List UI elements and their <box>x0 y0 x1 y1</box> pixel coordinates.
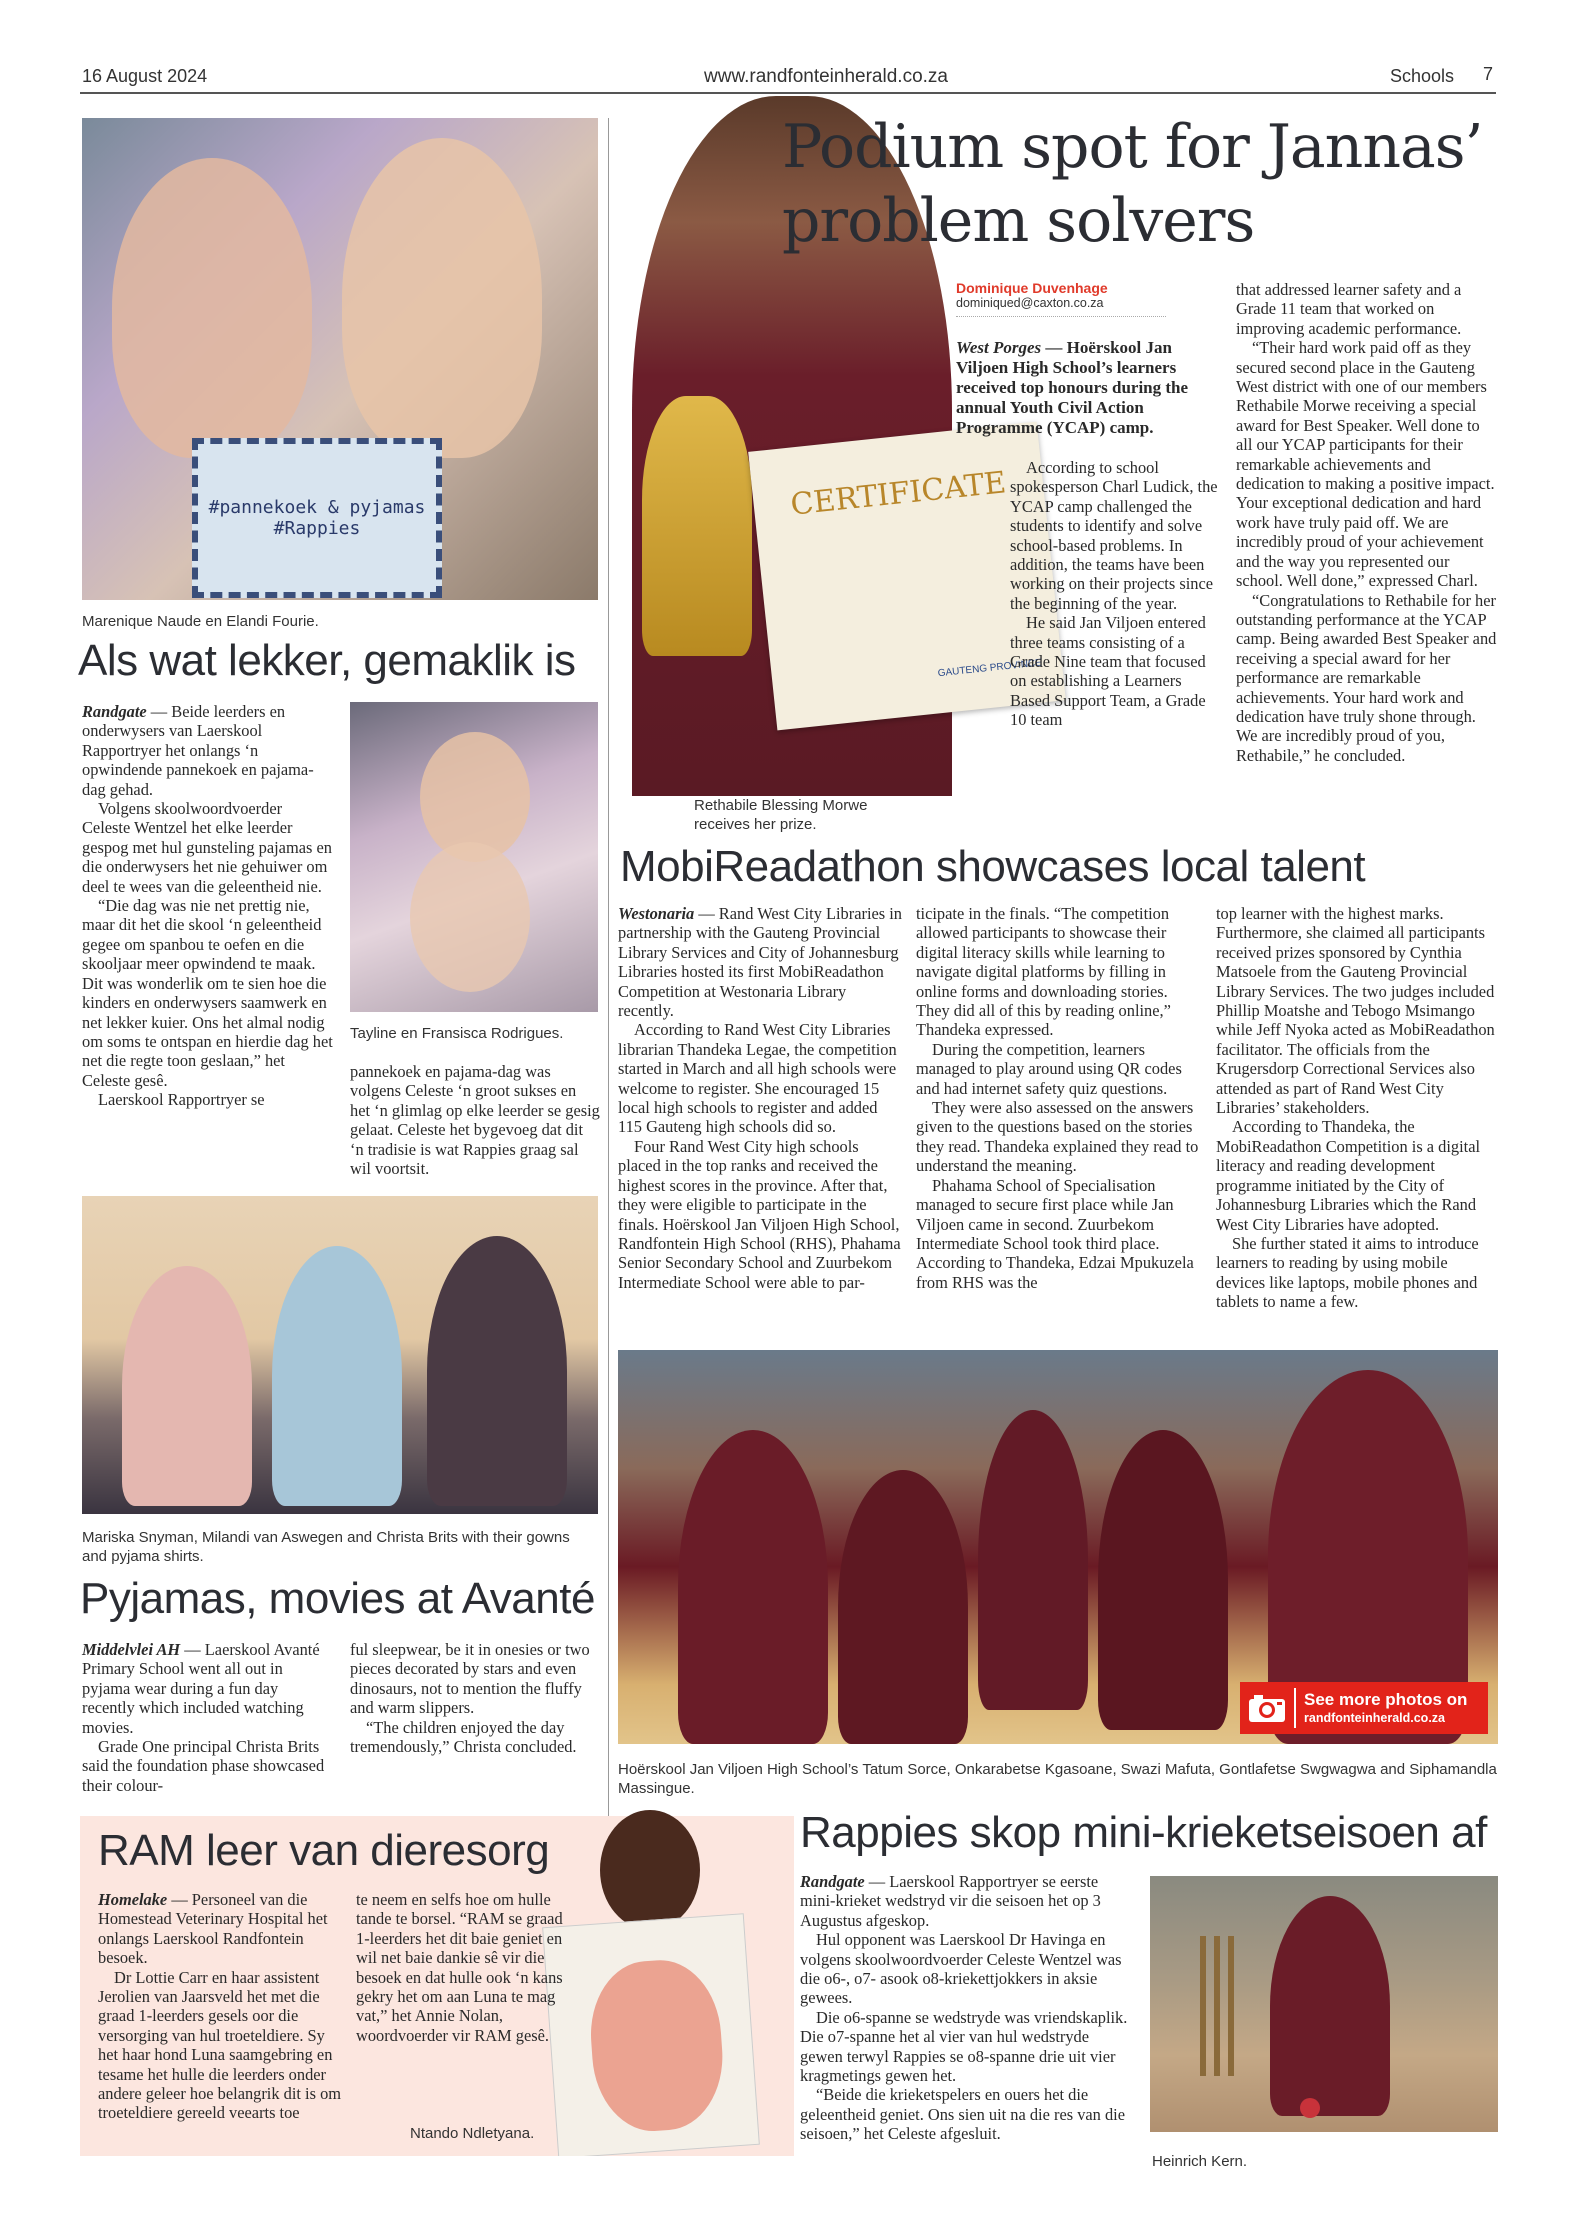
paragraph: According to school spokesperson Charl Ludick, the YCAP camp challenged the students to identify and solve school-based problems. In addition, the teams have been working on their projects since the beginning of the year. <box>1010 458 1218 613</box>
lead-text: — Hoërskool Jan Viljoen High School’s learners received top honours during the annual Youth Civil Action Programme (YCAP) camp. <box>956 338 1189 437</box>
girl-left-figure <box>112 158 312 458</box>
cricket-ball <box>1300 2098 1320 2118</box>
learner-figure <box>838 1470 968 1744</box>
article-body-col1 <box>82 1640 334 1795</box>
article-body-col1 <box>82 702 334 1110</box>
paragraph: ful sleepwear, be it in onesies or two pieces decorated by stars and even dinosaurs, not to mention the fluffy and warm slippers. <box>350 1640 590 1718</box>
girl-figure <box>410 842 530 992</box>
paragraph: top learner with the highest marks. Furthermore, she claimed all participants received prizes sponsored by Cynthia Matsoele from the Gauteng Provincial Library Services. The two judges included Phillip Moatshe and Tebogo Msimango while Jeff Nyoka acted as MobiReadathon facilitator. The officials from the Krugersdorp Correctional Services also attended as part of Rand West City Libraries’ stakeholders. <box>1216 904 1495 1118</box>
photo-caption: Mariska Snyman, Milandi van Aswegen and Christa Brits with their gowns and pyjama shirts. <box>82 1529 570 1565</box>
headline-als-wat-lekker: Als wat lekker, gemaklik is <box>78 636 576 685</box>
promo-line1: See more photos on <box>1304 1690 1468 1709</box>
pannekoek-sign <box>192 438 442 598</box>
paragraph: “Die dag was nie net prettig nie, maar dit het die skool ‘n geleentheid gegee om spanbou te oefen en die skooljaar meer opwindend te maak. Dit was wonderlik om te sien hoe die kinders en onderwysers saamwerk en net lekker kuier. Ons het almal nodig om soms te ontspan en hierdie dag het net die regte toon geslaan,” het Celeste gesê. <box>82 896 333 1090</box>
header-rule <box>80 92 1496 94</box>
teacher-figure <box>427 1236 567 1506</box>
headline-ram-leer: RAM leer van dieresorg <box>98 1826 550 1875</box>
paragraph: Hul opponent was Laerskool Dr Havinga en volgens skoolwoordvoerder Celeste Wentzel was die o6-, o7- asook o8-kriekettjokkers in aksie gewees. <box>800 1930 1122 2008</box>
photo-caption: Heinrich Kern. <box>1152 2153 1248 2170</box>
headline-line: Podium spot for Jannas’ <box>782 112 1483 182</box>
photo-caption: Ntando Ndletyana. <box>410 2125 535 2142</box>
dateline: West Porges <box>956 338 1042 357</box>
certificate-subtitle: GAUTENG PROVINCE <box>937 657 1043 680</box>
learner-figure <box>678 1430 828 1744</box>
paragraph: Die o6-spanne se wedstryde was vriendskaplik. Die o7-spanne het al vier van hul wedstryde gewen terwyl Rappies se o8-spanne drie uit vier kragmetings gewen het. <box>800 2007 1128 2086</box>
paragraph: “Their hard work paid off as they secured second place in the Gauteng West district with one of our members Rethabile Morwe receiving a special award for Best Speaker. Well done to all our YCAP participants for their remarkable achievements and dedication to making a positive impact. Your exceptional dedication and hard work have truly paid off. We are incredibly proud of your achievement and the way you represented our school. Well done,” expressed Charl. <box>1236 338 1495 591</box>
paragraph: — Rand West City Libraries in partnership with the Gauteng Provincial Library Services and City of Johannesburg Libraries hosted its first MobiReadathon Competition at Westonaria Library recently. <box>618 904 903 1021</box>
article-body-col1 <box>98 1890 342 2123</box>
paragraph: pannekoek en pajama-dag was volgens Celeste ‘n groot sukses en het ‘n glimlag op elke leerder se gesig gelaat. Celeste het bygevoeg dat dit ‘n tradisie is wat Rappies graag sal wil voortsit. <box>350 1062 600 1179</box>
article-lead <box>956 338 1218 438</box>
paragraph: Four Rand West City high schools placed in the top ranks and received the highest scores in the province. After that, they were eligible to participate in the finals. Hoërskool Jan Viljoen High School, Randfontein High School (RHS), Phahama Senior Secondary School and Zuurbekom Intermediate School were able to par- <box>618 1136 901 1292</box>
paragraph: Volgens skoolwoordvoerder Celeste Wentzel het elke leerder gespog met hul gunsteling pajamas en die onderwysers het nie gehuiwer om deel te wees van die geleentheid nie. <box>82 799 332 896</box>
paragraph: During the competition, learners managed to play around using QR codes and had internet safety quiz questions. <box>916 1039 1182 1098</box>
photo-caption: Marenique Naude en Elandi Fourie. <box>82 613 319 630</box>
photo-girls-with-sign <box>82 118 598 600</box>
page-date: 16 August 2024 <box>82 66 208 86</box>
article-body-col2 <box>916 904 1200 1292</box>
certificate-title: CERTIFICATE <box>788 465 1008 523</box>
child-figure <box>600 1810 700 1930</box>
paragraph: Phahama School of Specialisation managed to secure first place while Jan Viljoen came in second. Zuurbekom Intermediate School took third place. According to Thandeka, Edzai Mpukuzela from RHS was the <box>916 1175 1194 1292</box>
paragraph: According to Thandeka, the MobiReadathon Competition is a digital literacy and reading development programme initiated by the City of Johannesburg Libraries which the Rand West City Libraries have adopted. <box>1216 1117 1481 1234</box>
camera-icon <box>1240 1688 1296 1728</box>
column-divider <box>608 118 609 1816</box>
paragraph: ticipate in the finals. “The competition allowed participants to showcase their digital literacy skills while learning to navigate digital platforms by filling in online forms and downloading stories. They did all of this by reading online,” Thandeka expressed. <box>916 904 1171 1040</box>
headline-rappies-krieket: Rappies skop mini-krieketseisoen af <box>800 1808 1487 1857</box>
paragraph: He said Jan Viljoen entered three teams consisting of a Grade Nine team that focused on establishing a Learners Based Support Team, a Grade 10 team <box>1010 613 1206 730</box>
paragraph: — Beide leerders en onderwysers van Laerskool Rapportryer het onlangs ‘n opwindende pannekoek en pajama-dag gehad. <box>82 702 314 799</box>
drawn-cat <box>586 1956 728 2135</box>
headline-line: problem solvers <box>782 186 1255 256</box>
headline-mobireadathon: MobiReadathon showcases local talent <box>620 842 1366 891</box>
paragraph: “Congratulations to Rethabile for her outstanding performance at the YCAP camp. Being awarded Best Speaker and receiving a special award for her performance are remarkable achievements. Your hard work and dedication have truly shone through. We are incredibly proud of you, Rethabile,” he concluded. <box>1236 590 1497 765</box>
article-body-col2 <box>350 1062 600 1178</box>
paragraph: — Personeel van die Homestead Veterinary Hospital het onlangs Laerskool Randfontein besoek. <box>98 1890 328 1968</box>
photo-heinrich-batting <box>1150 1876 1498 2132</box>
article-body-col2 <box>350 1640 600 1756</box>
headline-podium-spot <box>782 110 1502 258</box>
sign-text: #pannekoek & pyjamas #Rappies <box>208 497 426 539</box>
paragraph: “Beide die krieketspelers en ouers het die geleentheid geniet. Ons sien uit na die res van die seisoen,” het Celeste afgesluit. <box>800 2085 1125 2144</box>
learner-figure <box>1098 1430 1228 1730</box>
photo-ntando-with-drawing <box>530 1810 792 2156</box>
teacher-figure <box>122 1266 252 1506</box>
photo-two-girls-pyjamas <box>350 702 598 1012</box>
page-number: 7 <box>1483 64 1494 84</box>
dateline: Randgate <box>82 702 147 721</box>
wicket <box>1200 1936 1240 2076</box>
paragraph: Grade One principal Christa Brits said the foundation phase showcased their colour- <box>82 1737 325 1795</box>
dateline: Homelake <box>98 1890 168 1909</box>
article-body-col2 <box>1236 280 1498 765</box>
photo-caption: Tayline en Fransisca Rodrigues. <box>350 1025 564 1042</box>
child-drawing <box>542 1913 760 2156</box>
photo-three-teachers <box>82 1196 598 1514</box>
paragraph: — Laerskool Avanté Primary School went all out in pyjama wear during a fun day recently which included watching movies. <box>82 1640 320 1737</box>
paragraph: te neem en selfs hoe om hulle tande te borsel. “RAM se graad 1-leerders het dit baie geniet en wil net baie dankie sê vir die besoek en dat hulle ook ‘n kans gekry het om aan Luna te mag vat,” het Annie Nolan, woordvoerder vir RAM gesê. <box>356 1890 563 2045</box>
byline <box>956 280 1166 317</box>
section-name: Schools <box>1390 66 1455 86</box>
article-body-col1 <box>618 904 902 1292</box>
website-url[interactable]: www.randfonteinherald.co.za <box>704 66 948 87</box>
paragraph: According to Rand West City Libraries librarian Thandeka Legae, the competition started in March and all high schools were welcome to register. She encouraged 15 local high schools to register and added 115 Gauteng high schools did so. <box>618 1020 897 1137</box>
paragraph: They were also assessed on the answers given to the questions based on the stories they read. Thandeka explained they read to understand the meaning. <box>916 1098 1199 1176</box>
article-body <box>800 1872 1134 2144</box>
trophy <box>642 396 752 656</box>
paragraph: She further stated it aims to introduce learners to reading by using mobile devices like laptops, mobile phones and tablets to name a few. <box>1216 1233 1479 1312</box>
photo-caption: Hoërskool Jan Viljoen High School’s Tatum Sorce, Onkarabetse Kgasoane, Swazi Mafuta, Gontlafetse Swgwagwa and Siphamandla Massingue. <box>618 1761 1497 1797</box>
paragraph: Laerskool Rapportryer se <box>98 1090 265 1110</box>
dateline: Randgate <box>800 1872 865 1891</box>
article-body-col2 <box>356 1890 566 2045</box>
photo-caption: Rethabile Blessing Morwe receives her prize. <box>694 797 868 833</box>
teacher-figure <box>272 1246 402 1506</box>
girl-right-figure <box>342 138 542 458</box>
paragraph: — Laerskool Rapportryer se eerste mini-krieket wedstryd vir die seisoen het op 3 Augustus afgeskop. <box>800 1872 1101 1930</box>
batter-figure <box>1270 1896 1390 2116</box>
byline-author: Dominique Duvenhage <box>956 280 1108 296</box>
learner-figure <box>978 1410 1088 1710</box>
article-body-col3 <box>1216 904 1500 1312</box>
see-more-photos-banner[interactable] <box>1240 1682 1488 1734</box>
dateline: Middelvlei AH <box>82 1640 181 1659</box>
headline-pyjamas-movies: Pyjamas, movies at Avanté <box>80 1574 595 1623</box>
dateline: Westonaria <box>618 904 695 923</box>
paragraph: Dr Lottie Carr en haar assistent Jerolien van Jaarsveld het met die graad 1-leerders gesels oor die versorging van hul troeteldiere. Sy het haar hond Luna saamgebring en tesame het hulle die leerders onder andere geleer hoe belangrik dit is om troeteldiere gereeld veearts toe <box>98 1967 342 2123</box>
article-body-col1 <box>1010 458 1218 730</box>
paragraph: that addressed learner safety and a Grade 11 team that worked on improving academic performance. <box>1236 280 1462 338</box>
paragraph: “The children enjoyed the day tremendously,” Christa concluded. <box>350 1717 577 1757</box>
byline-email[interactable]: dominiqued@caxton.co.za <box>956 296 1104 310</box>
promo-line2: randfonteinherald.co.za <box>1304 1711 1445 1725</box>
